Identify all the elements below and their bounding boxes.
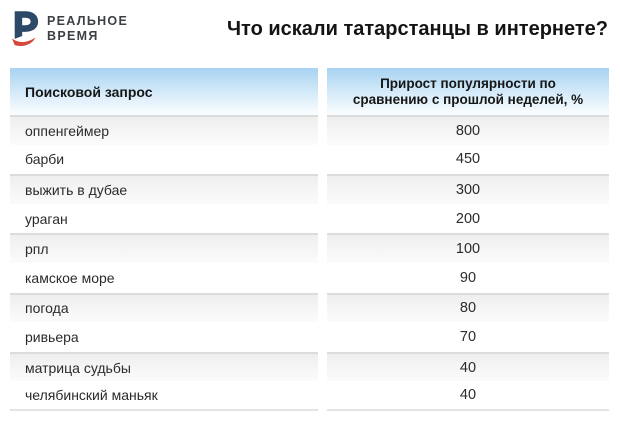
query-cell: рпл [10, 233, 318, 263]
brand-name-line1: РЕАЛЬНОЕ [47, 14, 129, 28]
table-row [10, 204, 609, 234]
value-cell: 300 [327, 174, 609, 204]
table-row [10, 322, 609, 352]
table-row [10, 115, 609, 145]
query-cell: погода [10, 293, 318, 323]
query-cell: челябинский маньяк [10, 381, 318, 411]
value-cell: 40 [327, 381, 609, 411]
realnoe-vremya-logo-icon [10, 10, 40, 48]
brand-logo [10, 10, 128, 48]
value-cell: 90 [327, 263, 609, 293]
value-cell: 100 [327, 233, 609, 263]
query-cell: ривьера [10, 322, 318, 352]
top-bar [0, 0, 620, 48]
column-header-growth: Прирост популярности по сравнению с прошлой неделей, % [327, 68, 609, 115]
table-body [10, 115, 609, 411]
query-cell: матрица судьбы [10, 352, 318, 382]
brand-name [47, 14, 128, 44]
query-cell: барби [10, 145, 318, 175]
query-cell: камское море [10, 263, 318, 293]
query-cell: выжить в дубае [10, 174, 318, 204]
table-row [10, 233, 609, 263]
table-row [10, 145, 609, 175]
page-title: Что искали татарстанцы в интернете? [226, 18, 608, 40]
column-header-query: Поисковой запрос [10, 68, 318, 115]
value-cell: 80 [327, 293, 609, 323]
table-row [10, 352, 609, 382]
value-cell: 200 [327, 204, 609, 234]
query-cell: ураган [10, 204, 318, 234]
value-cell: 70 [327, 322, 609, 352]
value-cell: 450 [327, 145, 609, 175]
brand-name-line2: ВРЕМЯ [47, 29, 99, 43]
table-row [10, 263, 609, 293]
table-row [10, 293, 609, 323]
query-cell: оппенгеймер [10, 115, 318, 145]
search-trends-table [10, 68, 609, 411]
value-cell: 40 [327, 352, 609, 382]
table-header-row [10, 68, 609, 115]
table-row [10, 381, 609, 411]
table-row [10, 174, 609, 204]
value-cell: 800 [327, 115, 609, 145]
